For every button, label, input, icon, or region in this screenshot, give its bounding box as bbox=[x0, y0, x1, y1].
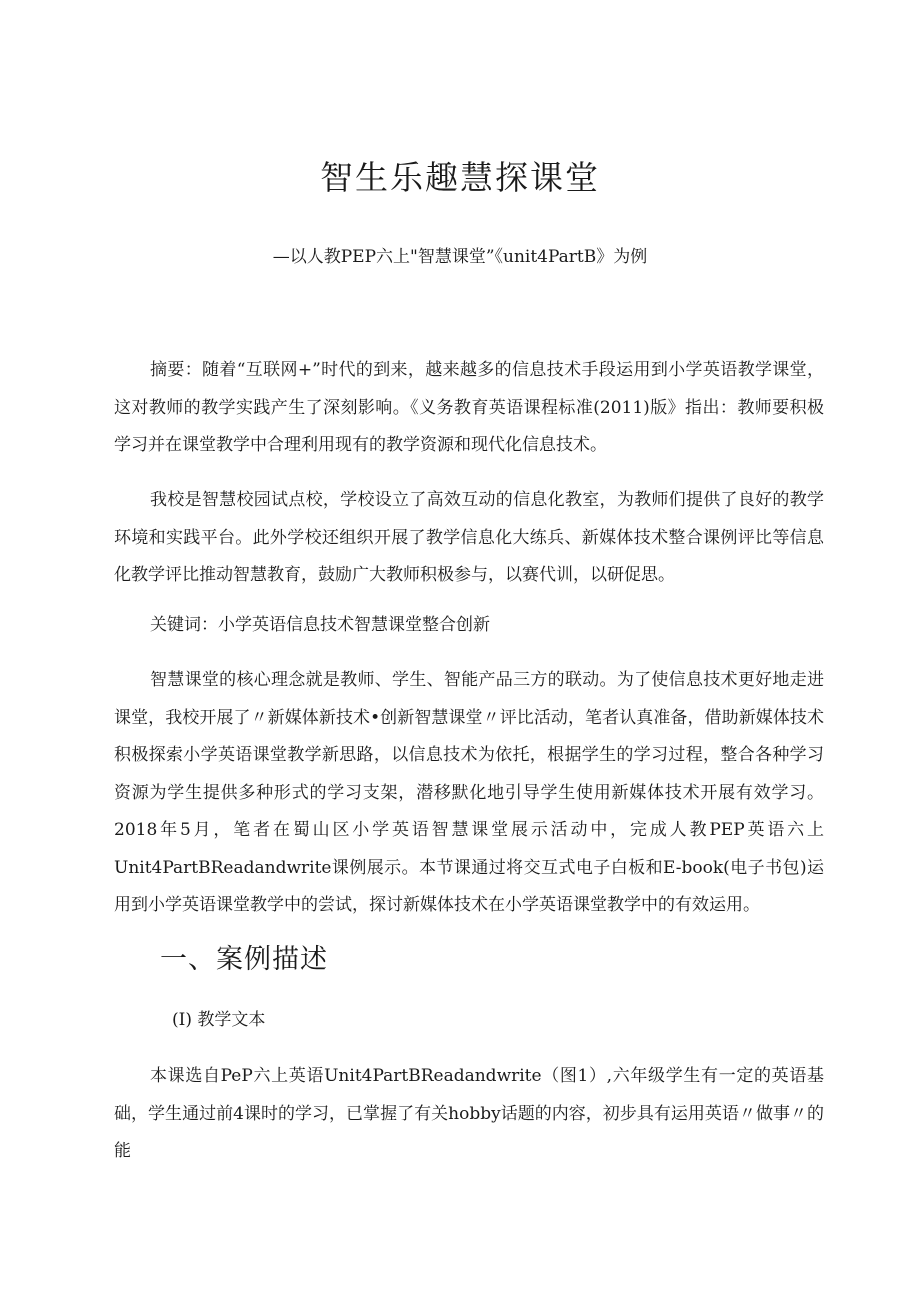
abstract-paragraph: 摘要：随着“互联网+”时代的到来，越来越多的信息技术手段运用到小学英语教学课堂，这对教师的教学实践产生了深刻影响。《义务教育英语课程标准(2011)版》指出：教师要积极学习并在课堂教学中合理利用现有的教学资源和现代化信息技术。 bbox=[114, 360, 824, 455]
keywords-paragraph: 关键词：小学英语信息技术智慧课堂整合创新 bbox=[150, 615, 490, 635]
document-subtitle: —以人教PEP六上"智慧课堂”《unit4PartB》为例 bbox=[272, 247, 648, 267]
core-concept-paragraph: 智慧课堂的核心理念就是教师、学生、智能产品三方的联动。为了使信息技术更好地走进课堂，我校开展了〃新媒体新技术•创新智慧课堂〃评比活动，笔者认真准备，借助新媒体技术积极探索小学英语课堂教学新思路，以信息技术为依托，根据学生的学习过程，整合各种学习资源为学生提供多种形式的学习支架，潜移默化地引导学生使用新媒体技术开展有效学习。2018年5月，笔者在蜀山区小学英语智慧课堂展示活动中，完成人教PEP英语六上Unit4PartBReadandwrite课例展示。本节课通过将交互式电子白板和E-book(电子书包)运用到小学英语课堂教学中的尝试，探讨新媒体技术在小学英语课堂教学中的有效运用。 bbox=[114, 670, 824, 915]
subsection-heading-teaching-text: (I) 教学文本 bbox=[172, 1010, 266, 1030]
school-paragraph: 我校是智慧校园试点校，学校设立了高效互动的信息化教室，为教师们提供了良好的教学环境和实践平台。此外学校还组织开展了教学信息化大练兵、新媒体技术整合课例评比等信息化教学评比推动智慧教育，鼓励广大教师积极参与，以赛代训，以研促思。 bbox=[114, 490, 824, 585]
section-heading-case-description: 一、案例描述 bbox=[160, 944, 328, 975]
document-title: 智生乐趣慧探课堂 bbox=[320, 158, 600, 197]
teaching-text-paragraph: 本课选自PeP六上英语Unit4PartBReadandwrite（图1）,六年级学生有一定的英语基础，学生通过前4课时的学习，已掌握了有关hobby话题的内容，初步具有运用英语〃做事〃的能 bbox=[114, 1066, 824, 1161]
